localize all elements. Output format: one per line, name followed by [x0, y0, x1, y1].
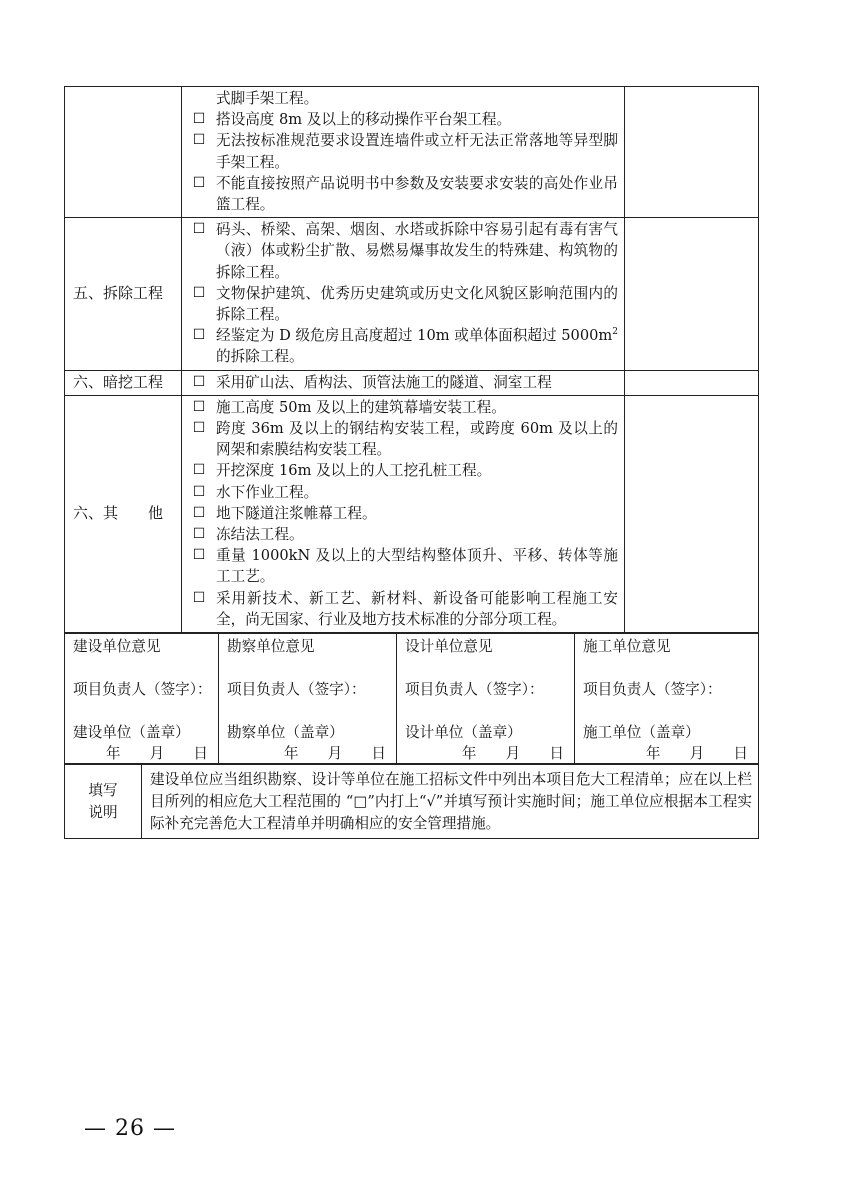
opinion-label: 设计单位意见 — [405, 638, 493, 656]
item-text: 采用新技术、新工艺、新材料、新设备可能影响工程施工安全，尚无国家、行业及地方技术标准的分部分项工程。 — [216, 589, 618, 628]
signature-table — [64, 633, 759, 764]
checkbox-icon[interactable]: ☐ — [192, 398, 206, 415]
hazard-checklist-table — [64, 86, 758, 839]
checklist-item — [182, 372, 624, 393]
note-label-line1: 填写 — [88, 781, 118, 799]
date-label: 年 月 日 — [105, 745, 208, 763]
planned-time-cell[interactable] — [625, 395, 759, 632]
checklist-item — [182, 545, 624, 587]
item-text: 搭设高度 8m 及以上的移动操作平台架工程。 — [216, 111, 512, 129]
checkbox-icon[interactable]: ☐ — [192, 327, 206, 344]
note-label-line2: 说明 — [88, 803, 118, 821]
item-text: 重量 1000kN 及以上的大型结构整体顶升、平移、转体等施工工艺。 — [216, 547, 618, 586]
section-row — [65, 370, 759, 395]
date-label: 年 月 日 — [283, 745, 386, 763]
section-items — [182, 395, 625, 632]
item-text: 开挖深度 16m 及以上的人工挖孔桩工程。 — [216, 462, 492, 480]
section-row — [65, 87, 759, 218]
signer-label: 项目负责人（签字）： — [405, 681, 544, 699]
signer-label: 项目负责人（签字）： — [583, 681, 722, 699]
signer-label: 项目负责人（签字）： — [73, 681, 212, 699]
section-items — [182, 370, 625, 395]
checkbox-icon[interactable]: ☐ — [192, 589, 206, 606]
item-text: 码头、桥梁、高架、烟囱、水塔或拆除中容易引起有毒有害气（液）体或粉尘扩散、易燃易爆事故发生的特殊建、构筑物的拆除工程。 — [216, 221, 618, 281]
checklist-item — [182, 173, 624, 215]
checkbox-icon[interactable]: ☐ — [192, 174, 206, 191]
opinion-label: 建设单位意见 — [73, 638, 161, 656]
planned-time-cell[interactable] — [625, 370, 759, 395]
item-text: 施工高度 50m 及以上的建筑幕墙安装工程。 — [216, 398, 506, 416]
seal-label: 设计单位（盖章） — [405, 724, 522, 742]
checklist-item — [182, 109, 624, 130]
checklist-item — [182, 130, 624, 172]
note-text: 建设单位应当组织勘察、设计等单位在施工招标文件中列出本项目危大工程清单；应在以上栏目所列的相应危大工程范围的 “□”内打上“√”并填写预计实施时间；施工单位应根据本工程实际补充完善危大工程清单并明确相应的安全管理措施。 — [142, 765, 759, 839]
checkbox-icon[interactable]: ☐ — [192, 504, 206, 521]
item-text: 水下作业工程。 — [216, 483, 319, 501]
item-text: 不能直接按照产品说明书中参数及安装要求安装的高处作业吊篮工程。 — [216, 174, 618, 214]
note-table — [64, 764, 759, 839]
page-number: — 26 — — [84, 1116, 176, 1141]
checkbox-icon[interactable]: ☐ — [192, 284, 206, 301]
item-text: 冻结法工程。 — [216, 526, 304, 544]
date-label: 年 月 日 — [645, 745, 748, 763]
note-row — [65, 765, 759, 839]
checklist-item — [182, 588, 624, 630]
item-text: 无法按标准规范要求设置连墙件或立杆无法正常落地等异型脚手架工程。 — [216, 132, 618, 171]
checklist-item — [182, 460, 624, 481]
checklist-item — [182, 503, 624, 524]
item-text: 地下隧道注浆帷幕工程。 — [216, 504, 377, 522]
item-text: 式脚手架工程。 — [216, 90, 319, 107]
checkbox-icon[interactable]: ☐ — [192, 483, 206, 500]
section-items — [182, 218, 625, 370]
section-items — [182, 87, 625, 218]
sections-body — [65, 87, 759, 633]
signature-cell[interactable] — [65, 634, 219, 764]
section-title — [65, 87, 182, 218]
opinion-label: 施工单位意见 — [583, 638, 671, 656]
note-label — [65, 765, 142, 839]
section-title: 六、暗挖工程 — [65, 370, 182, 395]
signature-row — [65, 634, 759, 764]
checkbox-icon[interactable]: ☐ — [192, 132, 206, 149]
opinion-label: 勘察单位意见 — [227, 638, 315, 656]
item-text: 文物保护建筑、优秀历史建筑或历史文化风貌区影响范围内的拆除工程。 — [216, 284, 618, 324]
checkbox-icon[interactable]: ☐ — [192, 526, 206, 543]
seal-label: 勘察单位（盖章） — [227, 724, 344, 742]
signature-cell[interactable] — [397, 634, 575, 764]
superscript: 2 — [612, 327, 618, 338]
item-text: 经鉴定为 D 级危房且高度超过 10m 或单体面积超过 $5000m^2$的拆除工程。 — [216, 327, 618, 366]
checklist-table — [64, 86, 759, 633]
checklist-item — [182, 88, 624, 109]
signature-cell[interactable] — [219, 634, 397, 764]
checklist-item — [182, 524, 624, 545]
planned-time-cell[interactable] — [625, 218, 759, 370]
seal-label: 施工单位（盖章） — [583, 724, 700, 742]
section-title: 六、其 他 — [65, 395, 182, 632]
planned-time-cell[interactable] — [625, 87, 759, 218]
checkbox-icon[interactable]: ☐ — [192, 221, 206, 238]
signature-cell[interactable] — [575, 634, 759, 764]
item-text: 跨度 36m 及以上的钢结构安装工程，或跨度 60m 及以上的网架和索膜结构安装工程。 — [216, 420, 618, 459]
checklist-item — [182, 482, 624, 503]
section-row — [65, 218, 759, 370]
section-row — [65, 395, 759, 632]
item-text: 采用矿山法、盾构法、顶管法施工的隧道、洞室工程 — [216, 373, 552, 391]
checklist-item — [182, 283, 624, 325]
checklist-item — [182, 219, 624, 283]
checkbox-icon[interactable]: ☐ — [192, 420, 206, 437]
checkbox-icon[interactable]: ☐ — [192, 111, 206, 128]
seal-label: 建设单位（盖章） — [73, 724, 190, 742]
checklist-item — [182, 418, 624, 460]
date-label: 年 月 日 — [461, 745, 564, 763]
signer-label: 项目负责人（签字）： — [227, 681, 366, 699]
checkbox-icon[interactable]: ☐ — [192, 547, 206, 564]
checklist-item — [182, 325, 624, 367]
section-title: 五、拆除工程 — [65, 218, 182, 370]
checkbox-icon[interactable]: ☐ — [192, 373, 206, 390]
checkbox-icon[interactable]: ☐ — [192, 462, 206, 479]
checklist-item — [182, 397, 624, 418]
